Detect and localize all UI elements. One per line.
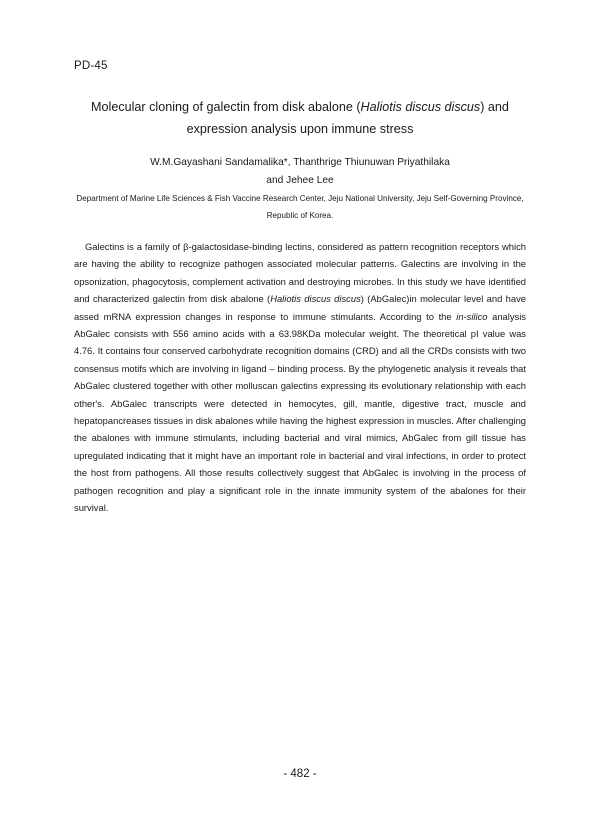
abstract-segment-3: analysis AbGalec consists with 556 amino acids with a 63.98KDa molecular weight. The theoretical pI value was 4.76. It contains four conserved carbohydrate recognition domains (CRD) and all the CRDs consists with two consensus motifs which are involving in ligand – binding process. By the phylogenetic analysis it reveals that AbGalec clustered together with other molluscan galectins expressing its evolutionary relationship with each other's. AbGalec transcripts were detected in hemocytes, gill, mantle, digestive tract, muscle and hepatopancreases tissues in disk abalones while having the highest expression in muscles. After challenging the abalones with immune stimulants, including bacterial and viral mimics, AbGalec from gill tissue has upregulated indicating that it might have an important role in bacterial and viral infections, in order to protect the host from pathogens. All those results collectively suggest that AbGalec is involving in the process of pathogen recognition and play a significant role in the innate immunity system of the abalones for their survival. [74,310,526,514]
abstract-species-name: Haliotis discus discus [270,293,361,305]
title-species-name: Haliotis discus discus [360,100,481,114]
author-line-2: and Jehee Lee [266,175,334,186]
paper-title [60,96,540,140]
author-list [60,154,540,190]
author-line-1: W.M.Gayashani Sandamalika*, Thanthrige Thiunuwan Priyathilaka [150,157,450,168]
abstract-segment-2: ) (AbGalec)in molecular level and have assed mRNA expression changes in response to immune stimulants. According to the [74,293,526,322]
page-number: - 482 - [283,768,317,780]
abstract-segment-1: Galectins is a family of β-galactosidase-binding lectins, considered as pattern recognition receptors which are having the ability to recognize pathogen associated molecular patterns. Galectins are involving in the opsonization, phagocytosis, complement activation and destroying microbes. In this study we have identified and characterized galectin from disk abalone ( [74,241,526,305]
abstract-in-silico: in-silico [456,310,488,322]
abstract-body [74,238,526,517]
title-part-1: Molecular cloning of galectin from disk abalone ( [91,100,361,114]
title-part-2: ) and expression analysis upon immune stress [186,100,509,136]
affiliation: Department of Marine Life Sciences & Fish Vaccine Research Center, Jeju National University, Jeju Self-Governing Province, Republic of Korea. [76,194,524,220]
session-code: PD-45 [74,60,108,72]
